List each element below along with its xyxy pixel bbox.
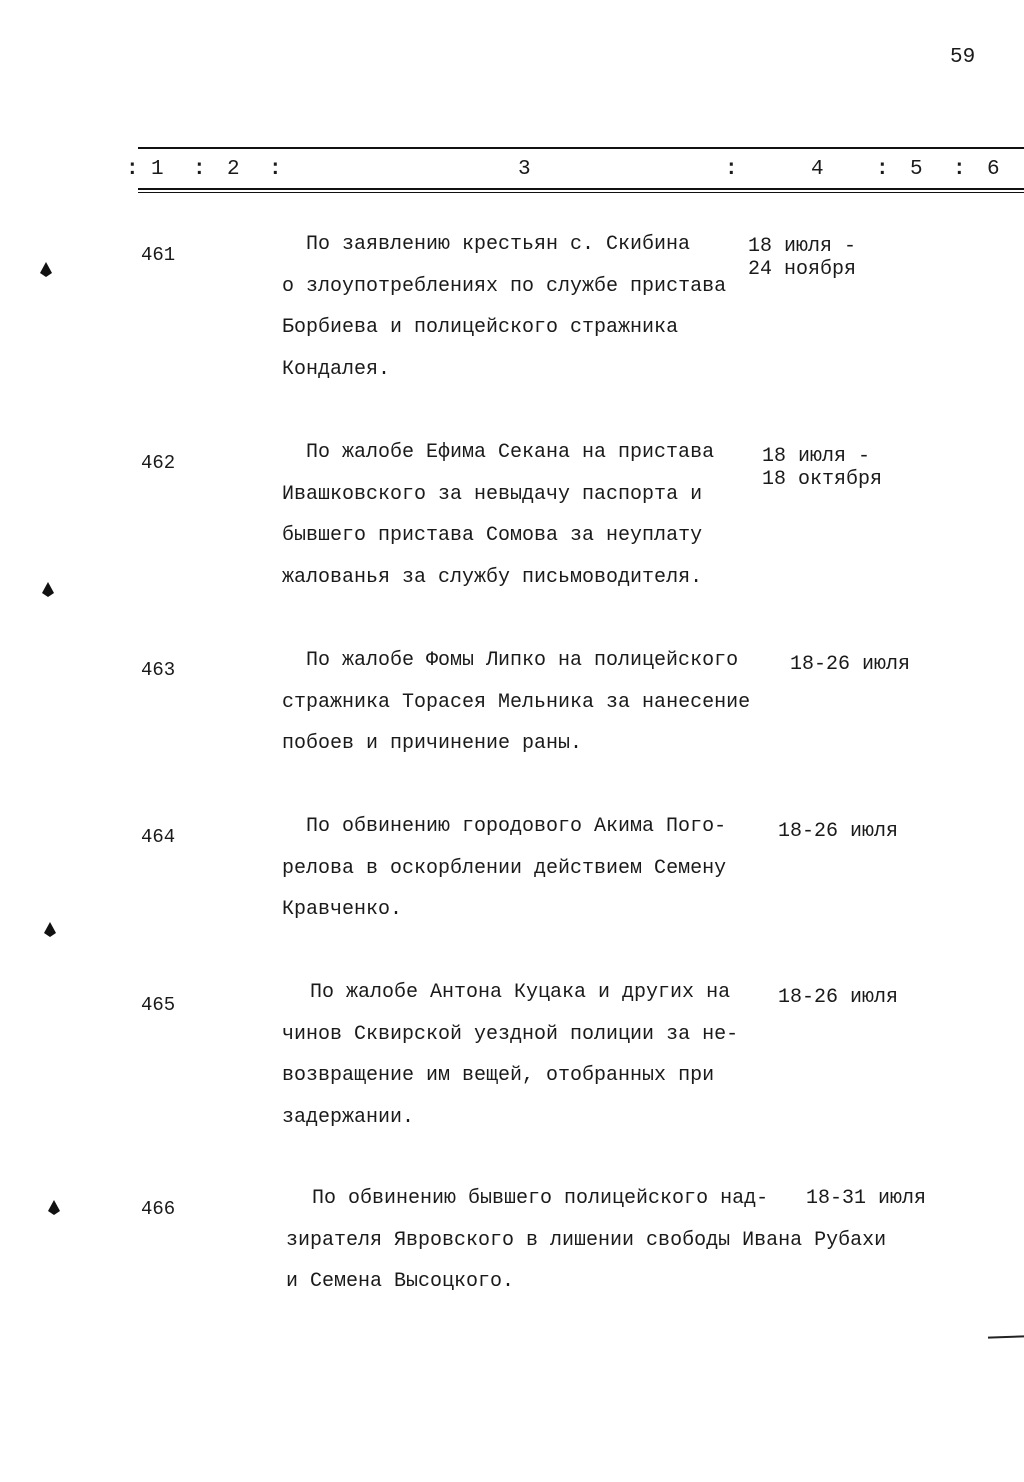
description-line: По жалобе Антона Куцака и других на: [310, 981, 731, 1004]
entry-number: 462: [141, 452, 176, 474]
description-line: жалованья за службу письмоводителя.: [282, 565, 703, 589]
entry-date: 18-26 июля: [778, 986, 899, 1009]
description-line: По жалобе Фомы Липко на полицейского: [306, 649, 739, 672]
description-line: возвращение им вещей, отобранных при: [282, 1064, 715, 1087]
entry-description: [282, 972, 782, 1138]
header-rule-bottom: [138, 188, 1024, 190]
description-line: зирателя Явровского в лишении свободы Ивана Рубахи: [286, 1228, 887, 1252]
entry-date-start: 18 июля -: [762, 445, 871, 468]
description-line: стражника Торасея Мельника за нанесение: [282, 690, 751, 714]
page-number: 59: [950, 46, 976, 69]
entry-date: 18-31 июля: [806, 1187, 927, 1210]
header-separator: :: [725, 158, 738, 181]
entry-number: 464: [141, 826, 176, 848]
description-line: По обвинению городового Акима Пого-: [306, 815, 727, 838]
margin-pen-stroke: [988, 1335, 1024, 1338]
entry-date-end: 24 ноября: [748, 258, 857, 281]
description-line: побоев и причинение раны.: [282, 732, 583, 755]
entry-description: [282, 806, 782, 931]
entry-description: [282, 224, 782, 390]
description-line: бывшего пристава Сомова за неуплату: [282, 524, 703, 547]
entry-number: 461: [141, 244, 176, 266]
description-line: чинов Сквирской уездной полиции за не-: [282, 1022, 739, 1046]
description-line: По заявлению крестьян с. Скибина: [306, 233, 691, 256]
column-header-row: [0, 158, 1024, 184]
entry-description: [282, 432, 782, 598]
entry-number: 463: [141, 659, 176, 681]
entry-number: 466: [141, 1198, 176, 1220]
header-rule-bottom-thin: [138, 192, 1024, 193]
header-col-5: 5: [910, 158, 923, 181]
description-line: Ивашковского за невыдачу паспорта и: [282, 482, 703, 506]
description-line: задержании.: [282, 1105, 415, 1129]
header-rule-top: [138, 147, 1024, 149]
description-line: о злоупотреблениях по службе пристава: [282, 274, 727, 298]
entry-date-end: 18 октября: [762, 468, 883, 491]
header-separator: :: [269, 158, 282, 181]
description-line: и Семена Высоцкого.: [286, 1270, 515, 1293]
entry-date: 18-26 июля: [778, 820, 899, 843]
header-col-3: 3: [518, 158, 531, 181]
header-col-1: 1: [151, 158, 164, 181]
header-separator: :: [193, 158, 206, 181]
entry-number: 465: [141, 994, 176, 1016]
description-line: релова в оскорблении действием Семену: [282, 856, 727, 880]
header-separator: :: [953, 158, 966, 181]
description-line: Кравченко.: [282, 898, 403, 921]
description-line: По жалобе Ефима Секана на пристава: [306, 441, 715, 464]
description-line: Кондалея.: [282, 357, 391, 381]
header-col-6: 6: [987, 158, 1000, 181]
entry-description: [282, 640, 782, 765]
description-line: Борбиева и полицейского стражника: [282, 316, 679, 339]
header-separator: :: [876, 158, 889, 181]
entry-date-start: 18 июля -: [748, 235, 857, 258]
header-col-4: 4: [811, 158, 824, 181]
header-col-2: 2: [227, 158, 240, 181]
entry-date: 18-26 июля: [790, 653, 911, 676]
header-separator: :: [126, 158, 139, 181]
description-line: По обвинению бывшего полицейского над-: [312, 1187, 769, 1210]
